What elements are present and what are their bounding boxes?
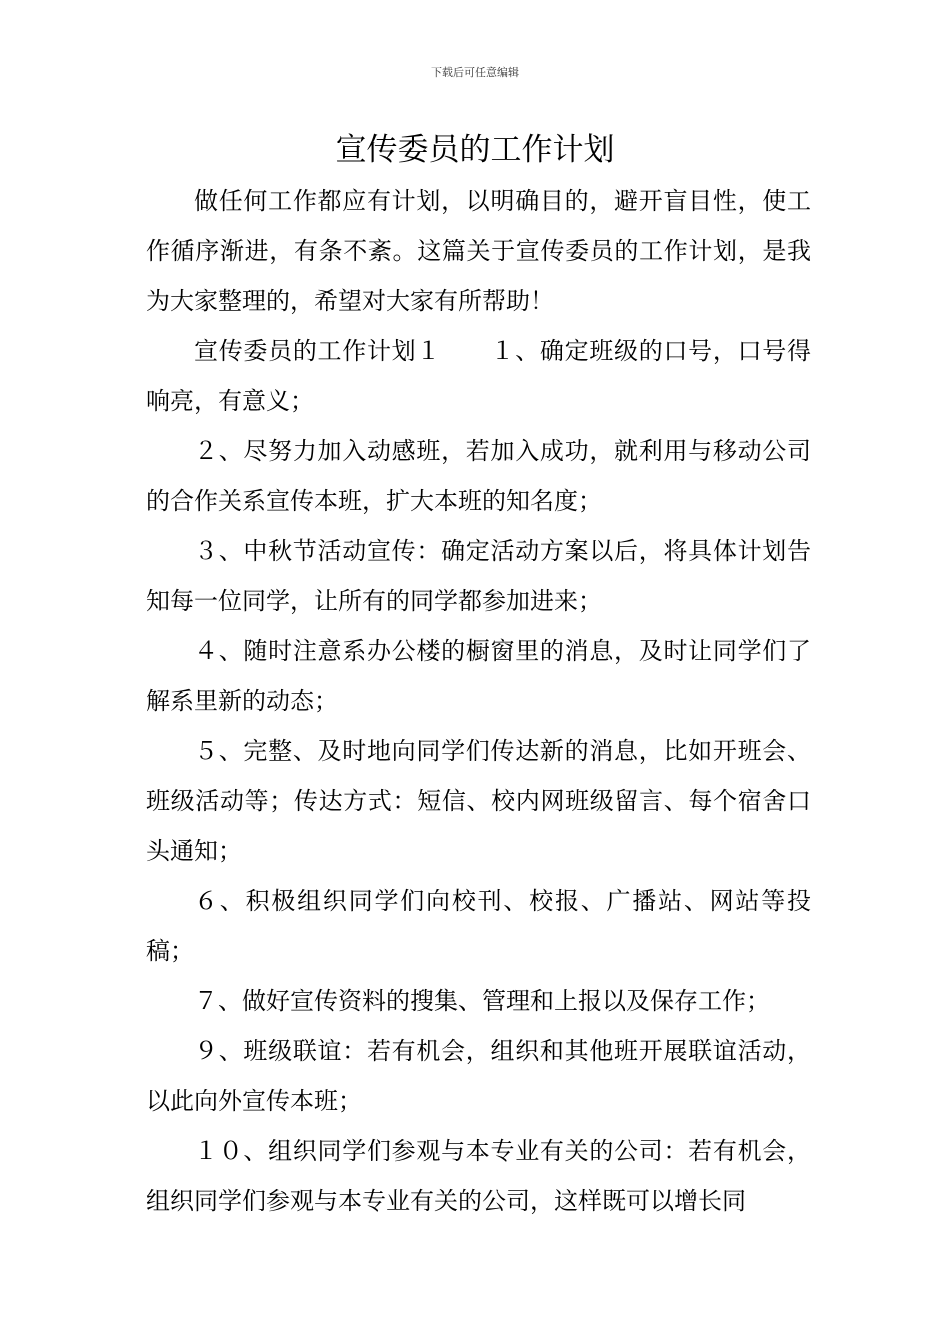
paragraph-item-3: ３、中秋节活动宣传：确定活动方案以后，将具体计划告知每一位同学，让所有的同学都参加进来；	[146, 537, 811, 615]
paragraph-item-9: ９、班级联谊：若有机会，组织和其他班开展联谊活动，以此向外宣传本班；	[146, 1037, 811, 1115]
paragraph-item-7: ７、做好宣传资料的搜集、管理和上报以及保存工作；	[194, 987, 770, 1015]
page-header-note: 下载后可任意编辑	[431, 66, 519, 79]
document-body	[146, 176, 811, 1226]
paragraph-item-5: ５、完整、及时地向同学们传达新的消息，比如开班会、班级活动等；传达方式：短信、校内网班级留言、每个宿舍口头通知；	[146, 737, 811, 865]
paragraph-item-1: 宣传委员的工作计划１ １、确定班级的口号，口号得响亮，有意义；	[146, 337, 811, 415]
paragraph-item-10: １０、组织同学们参观与本专业有关的公司：若有机会，组织同学们参观与本专业有关的公司，这样既可以增长同	[146, 1137, 811, 1215]
paragraph-intro: 做任何工作都应有计划，以明确目的，避开盲目性，使工作循序渐进，有条不紊。这篇关于宣传委员的工作计划，是我为大家整理的，希望对大家有所帮助！	[146, 187, 811, 315]
paragraph-item-4: ４、随时注意系办公楼的橱窗里的消息，及时让同学们了解系里新的动态；	[146, 637, 811, 715]
paragraph-item-2: ２、尽努力加入动感班，若加入成功，就利用与移动公司的合作关系宣传本班，扩大本班的知名度；	[146, 437, 811, 515]
paragraph-item-6: ６、积极组织同学们向校刊、校报、广播站、网站等投稿；	[146, 887, 811, 965]
document-title: 宣传委员的工作计划	[335, 132, 615, 168]
